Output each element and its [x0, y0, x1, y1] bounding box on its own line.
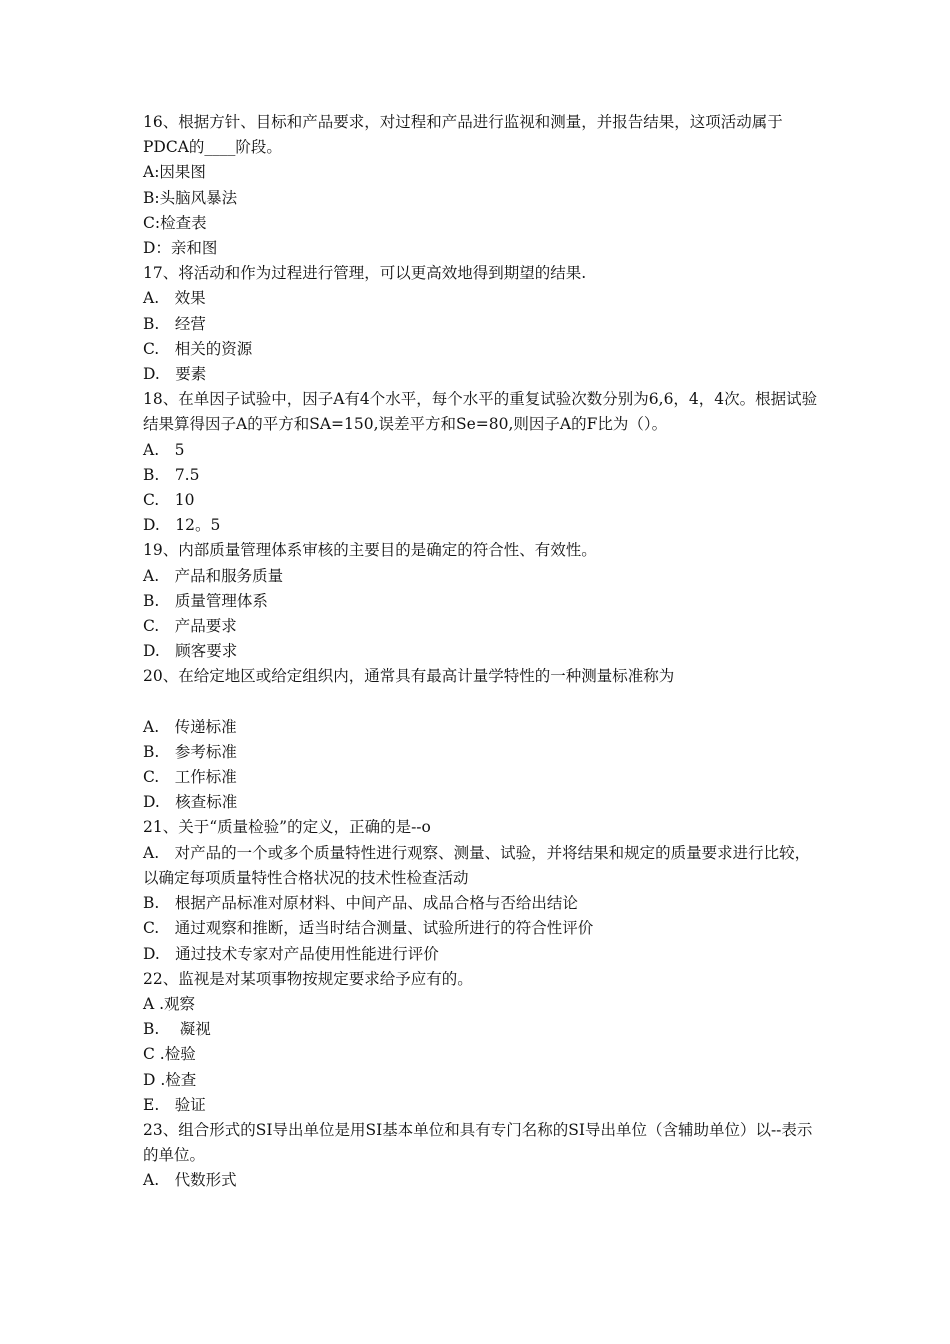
option: B. 凝视 — [143, 1020, 211, 1039]
option: B. 参考标准 — [143, 742, 237, 761]
question-stem: 22、监视是对某项事物按规定要求给予应有的。 — [143, 969, 473, 988]
option: D. 顾客要求 — [143, 642, 238, 661]
option: C .检验 — [143, 1045, 196, 1064]
option: A .观察 — [143, 994, 196, 1013]
option: C. 通过观察和推断，适当时结合测量、试验所进行的符合性评价 — [143, 919, 594, 938]
question-stem: 16、根据方针、目标和产品要求，对过程和产品进行监视和测量，并报告结果，这项活动属于PDCA的____阶段。 — [143, 113, 783, 157]
option: B. 经营 — [143, 314, 206, 333]
option: B. 7.5 — [143, 465, 200, 484]
question-stem: 17、将活动和作为过程进行管理，可以更高效地得到期望的结果. — [143, 264, 587, 283]
option: A. 代数形式 — [143, 1171, 237, 1190]
option: B. 根据产品标准对原材料、中间产品、成品合格与否给出结论 — [143, 894, 578, 913]
option: D. 要素 — [143, 365, 207, 384]
blank-line — [143, 690, 823, 715]
option: D .检查 — [143, 1070, 197, 1089]
option: A. 对产品的一个或多个质量特性进行观察、测量、试验，并将结果和规定的质量要求进行比较，以确定每项质量特性合格状况的技术性检查活动 — [143, 843, 811, 887]
option: D：亲和图 — [143, 239, 218, 258]
option: A. 效果 — [143, 289, 206, 308]
option: E. 验证 — [143, 1095, 206, 1114]
option: D. 12。5 — [143, 516, 221, 535]
option: A. 产品和服务质量 — [143, 566, 284, 585]
option: B. 质量管理体系 — [143, 591, 268, 610]
option: D. 核查标准 — [143, 793, 238, 812]
question-stem: 20、在给定地区或给定组织内，通常具有最高计量学特性的一种测量标准称为 — [143, 667, 675, 686]
question-stem: 23、组合形式的SI导出单位是用SI基本单位和具有专门名称的SI导出单位（含辅助单位）以--表示的单位。 — [143, 1120, 813, 1165]
question-stem: 18、在单因子试验中，因子A有4个水平，每个水平的重复试验次数分别为6,6，4，4次。根据试验结果算得因子A的平方和SA=150,误差平方和Se=80,则因子A的F比为（）。 — [143, 390, 818, 434]
option: B:头脑风暴法 — [143, 188, 238, 207]
option: A. 传递标准 — [143, 717, 237, 736]
option: C. 产品要求 — [143, 617, 237, 636]
option: C. 相关的资源 — [143, 339, 253, 358]
option: C. 工作标准 — [143, 768, 237, 787]
question-stem: 21、关于“质量检验”的定义，正确的是--o — [143, 818, 431, 837]
option: A:因果图 — [143, 163, 206, 182]
question-stem: 19、内部质量管理体系审核的主要目的是确定的符合性、有效性。 — [143, 541, 597, 560]
option: A. 5 — [143, 440, 185, 459]
option: C:检查表 — [143, 213, 207, 232]
option: D. 通过技术专家对产品使用性能进行评价 — [143, 944, 439, 963]
option: C. 10 — [143, 491, 195, 510]
question-list — [143, 110, 823, 1194]
